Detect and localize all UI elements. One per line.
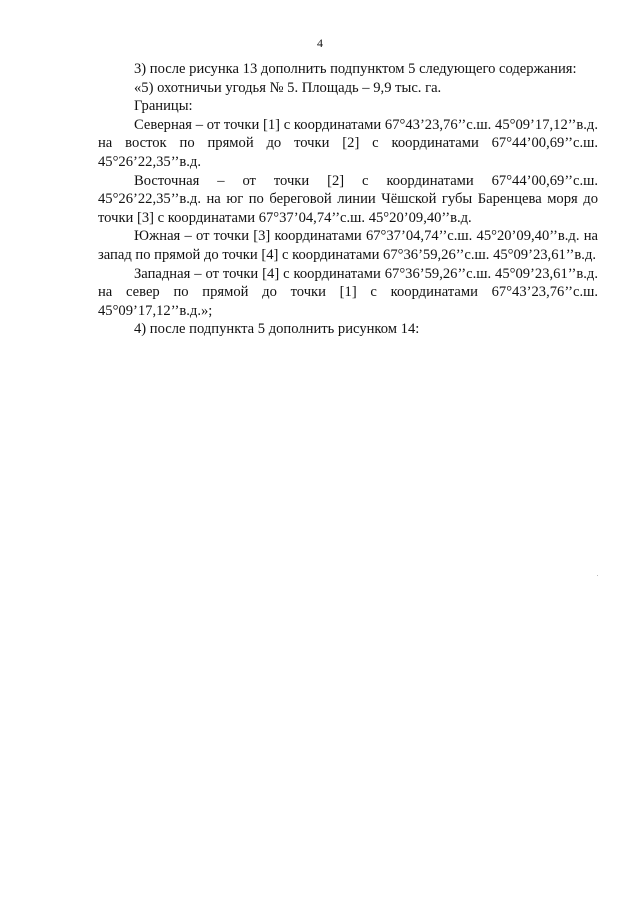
western-border: Западная – от точки [4] с координатами 67°36’59,26’’с.ш. 45°09’23,61’’в.д. на север по прямой до точки [1] с координатами 67°43’23,76’’с.ш. 45°09’17,12’’в.д.»; [98,265,598,319]
amendment-item-4: 4) после подпункта 5 дополнить рисунком 14: [134,321,420,338]
southern-border: Южная – от точки [3] координатами 67°37’04,74’’с.ш. 45°20’09,40’’в.д. на запад по прямой до точки [4] с координатами 67°36’59,26’’с.ш. 45°09’23,61’’в.д. [98,228,598,263]
scan-speck [597,575,598,576]
document-body [98,60,598,339]
borders-heading: Границы: [134,98,193,115]
page-number: 4 [317,36,323,50]
amendment-item-3: 3) после рисунка 13 дополнить подпунктом 5 следующего содержания: [134,61,577,77]
northern-border: Северная – от точки [1] с координатами 67°43’23,76’’с.ш. 45°09’17,12’’в.д. на восток по прямой до точки [2] с координатами 67°44’00,69’’с.ш. 45°26’22,35’’в.д. [98,116,598,170]
eastern-border: Восточная – от точки [2] с координатами 67°44’00,69’’с.ш. 45°26’22,35’’в.д. на юг по береговой линии Чёшской губы Баренцева моря до точки [3] с координатами 67°37’04,74’’с.ш. 45°20’09,40’’в.д. [98,172,598,226]
hunting-ground-5-heading: «5) охотничьи угодья № 5. Площадь – 9,9 тыс. га. [134,79,442,96]
